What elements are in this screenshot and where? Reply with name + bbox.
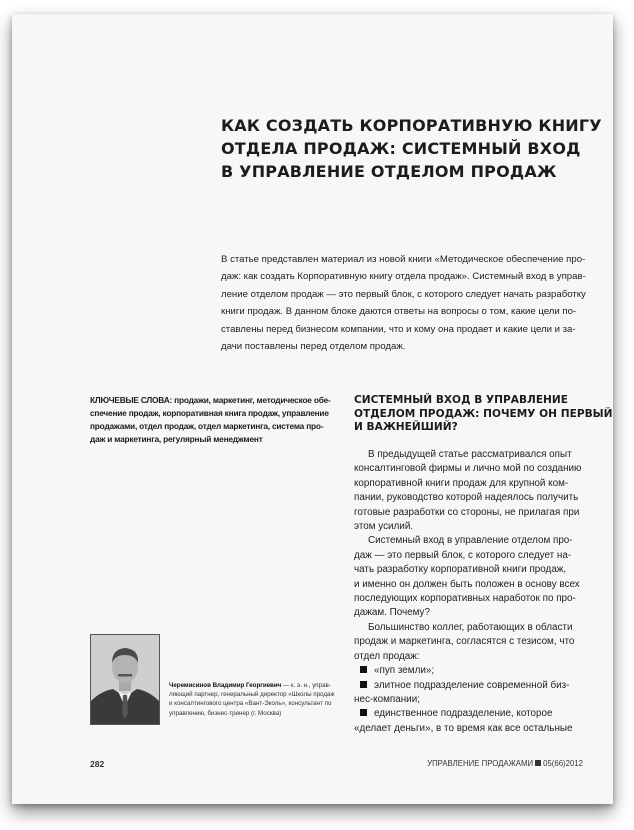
bullet-item: «пуп земли»; [354, 664, 606, 678]
body-line: консалтинговой фирмы и лично мой по созданию [354, 463, 582, 475]
issue-number: 05(66)2012 [543, 759, 583, 768]
keywords-line: продажами, отдел продаж, отдел маркетинга, система про- [90, 421, 324, 431]
section-heading-line: ОТДЕЛОМ ПРОДАЖ: ПОЧЕМУ ОН ПЕРВЫЙ [354, 407, 613, 420]
bullet-item: элитное подразделение современной биз- [354, 679, 606, 693]
body-line: готовые разработки со стороны, не прилагая при [354, 506, 580, 518]
title-line: В УПРАВЛЕНИЕ ОТДЕЛОМ ПРОДАЖ [221, 162, 557, 181]
abstract-line: В статье представлен материал из новой книги «Методическое обеспечение про- [221, 254, 586, 265]
bio-line: управлению, бизнес-тренер (г. Москва) [169, 709, 282, 717]
bullet-square-icon [360, 681, 367, 688]
author-portrait-image [91, 635, 159, 724]
section-heading [354, 394, 613, 435]
keywords-line: КЛЮЧЕВЫЕ СЛОВА: продажи, маркетинг, методическое обе- [90, 395, 331, 405]
title-line: ОТДЕЛА ПРОДАЖ: СИСТЕМНЫЙ ВХОД [221, 139, 581, 158]
article-title [221, 114, 601, 183]
journal-footer [427, 759, 583, 768]
article-body [354, 448, 606, 736]
author-photo [90, 634, 160, 725]
body-line: Большинство коллег, работающих в области [368, 621, 573, 633]
body-line: дажам. Почему? [354, 607, 430, 619]
section-heading-line: СИСТЕМНЫЙ ВХОД В УПРАВЛЕНИЕ [354, 394, 569, 406]
journal-name: УПРАВЛЕНИЕ ПРОДАЖАМИ [427, 759, 534, 768]
body-line: и именно он должен быть положен в основу всех [354, 578, 580, 590]
bio-line: и консалтингового центра «Вант-Эколь», консультант по [169, 700, 332, 708]
body-line: отдел продаж: [354, 650, 420, 662]
bullet-item: единственное подразделение, которое [354, 707, 606, 721]
body-line: корпоративной книги продаж для крупной ком- [354, 477, 569, 489]
abstract-line: дачи поставлены перед отделом продаж. [221, 341, 406, 353]
body-line: даж — это первый блок, с которого следует на- [354, 549, 572, 561]
bullet-square-icon [360, 666, 367, 673]
keywords-block [90, 394, 331, 446]
body-line: чать разработку корпоративной книги продаж, [354, 564, 567, 576]
keywords-line: спечение продаж, корпоративная книга продаж, управление [90, 408, 329, 418]
abstract-line: даж: как создать Корпоративную книгу отдела продаж». Системный вход в управ- [221, 271, 586, 283]
section-heading-line: И ВАЖНЕЙШИЙ? [354, 421, 458, 433]
abstract-line: ставлены перед бизнесом компании, что и кому она продает и какие цели и за- [221, 323, 576, 335]
page-number: 282 [90, 759, 105, 769]
body-line: этом усилий. [354, 521, 414, 533]
title-line: КАК СОЗДАТЬ КОРПОРАТИВНУЮ КНИГУ [221, 116, 602, 135]
abstract-line: ление отделом продаж — это первый блок, с которого следует начать разработку [221, 288, 586, 300]
body-line: последующих корпоративных наработок по про- [354, 593, 576, 605]
abstract-line: книги продаж. В данном блоке даются ответы на вопросы о том, какие цели по- [221, 306, 577, 318]
bullet-square-icon [360, 709, 367, 716]
magazine-page [12, 14, 613, 804]
body-line: В предыдущей статье рассматривался опыт [368, 449, 572, 460]
bio-line: ляющий партнер, генеральный директор «Школы продаж [169, 691, 335, 699]
body-line: продаж и маркетинга, согласятся с тезисом, что [354, 636, 575, 648]
article-abstract [221, 251, 605, 355]
body-line: «делает деньги», в то время как все остальные [354, 722, 573, 734]
body-line: пании, руководство которой надеялось получить [354, 492, 579, 504]
author-name: Черемисинов Владимир Георгиевич [169, 682, 282, 689]
body-line: Системный вход в управление отделом про- [368, 535, 573, 547]
separator-square-icon [535, 760, 541, 766]
keywords-line: даж и маркетинга, регулярный менеджмент [90, 434, 263, 444]
body-line: нес-компании; [354, 693, 420, 705]
author-bio: Черемисинов Владимир Георгиевич — к. э. н., управ- ляющий партнер, генеральный директор «Школы продаж и консалтингового центра «Вант-Эколь», консультант по управлению, бизнес-тренер (г. Москва) [169, 682, 335, 717]
